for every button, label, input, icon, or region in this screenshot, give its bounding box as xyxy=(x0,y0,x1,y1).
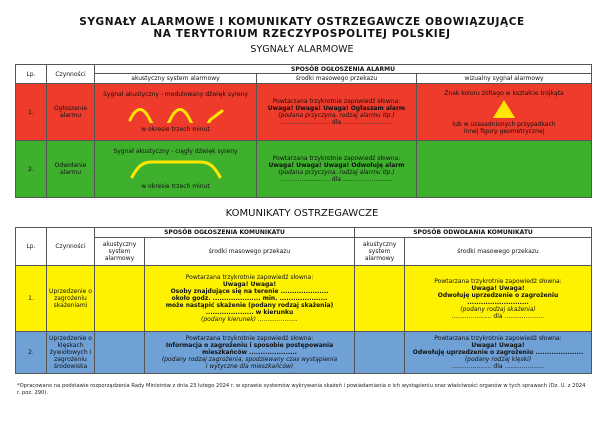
col-acoustic: akustyczny system alarmowy xyxy=(95,74,257,84)
col-lp: Lp. xyxy=(16,65,47,84)
announce-line1: Powtarzana trzykrotnie zapowiedź słowna: xyxy=(185,274,314,281)
cancel-media-cell xyxy=(405,266,592,332)
cancel-line5: ..................... dla ..................... xyxy=(451,312,545,320)
acoustic-cell xyxy=(95,332,145,374)
announce-line5: może nastąpić skażenie (podany rodzaj skażenia) xyxy=(165,302,334,309)
media-line1: Powtarzana trzykrotnie zapowiedź słowna: xyxy=(272,155,401,162)
media-line1: Powtarzana trzykrotnie zapowiedź słowna: xyxy=(272,98,401,105)
page-title-line2: NA TERYTORIUM RZECZYPOSPOLITEJ POLSKIEJ xyxy=(153,28,451,40)
row-lp: 1. xyxy=(16,266,47,332)
col-announce: SPOSÓB OGŁOSZENIA KOMUNIKATU xyxy=(95,228,355,238)
announce-line4: około godz. ..................... min. ..................... xyxy=(171,295,328,302)
alarm-row-cancel xyxy=(16,141,592,198)
announce-line5: i wytyczne dla mieszkańców) xyxy=(205,363,294,370)
announce-media-cell xyxy=(145,332,355,374)
acoustic-desc: Sygnał akustyczny - ciągły dźwięk syreny xyxy=(113,148,238,155)
media-line4: .......................... dla .......................... xyxy=(280,119,393,126)
visual-line3: innej figury geometrycznej xyxy=(463,127,545,135)
alarm-row-announce xyxy=(16,84,592,141)
col-method: SPOSÓB OGŁOSZENIA ALARMU xyxy=(95,65,592,74)
visual-line1: Znak koloru żółtego w kształcie trójkąta xyxy=(444,89,564,97)
announce-line3: Osoby znajdujące się na terenie ..................... xyxy=(170,288,329,295)
col-media: środki masowego przekazu xyxy=(145,238,355,266)
acoustic-cell xyxy=(95,141,257,198)
announce-line1: Powtarzana trzykrotnie zapowiedź słowna: xyxy=(185,335,314,342)
acoustic-cancel-cell xyxy=(355,332,405,374)
cancel-line3: Odwołuję uprzedzenie o zagrożeniu ..................... xyxy=(412,349,584,356)
warning-row-contamination xyxy=(16,266,592,332)
row-lp: 1. xyxy=(16,84,47,141)
col-lp: Lp. xyxy=(16,228,47,266)
announce-line2: Uwaga! Uwaga! xyxy=(222,281,277,288)
cancel-media-cell xyxy=(405,332,592,374)
announce-line7: (podany kierunek) ..................... xyxy=(201,316,298,323)
warnings-section-title: KOMUNIKATY OSTRZEGAWCZE xyxy=(225,208,379,219)
announce-line3: mieszkańców ..................... xyxy=(202,349,297,356)
acoustic-cell xyxy=(95,84,257,141)
acoustic-desc: Sygnał akustyczny - modulowany dźwięk syreny xyxy=(103,91,248,98)
cancel-line2: Uwaga! Uwaga! xyxy=(471,342,525,349)
row-lp: 2. xyxy=(16,141,47,198)
cancel-line2: Uwaga! Uwaga! xyxy=(471,284,525,292)
cancel-line4: (podany rodzaj skażenia) xyxy=(460,305,536,313)
col-acoustic-cancel: akustyczny system alarmowy xyxy=(355,238,405,266)
col-activity: Czynności xyxy=(47,65,95,84)
col-visual: wizualny sygnał alarmowy xyxy=(417,74,592,84)
visual-line2: lub w uzasadnionych przypadkach xyxy=(452,120,556,128)
visual-cell xyxy=(417,141,592,198)
col-activity: Czynności xyxy=(47,228,95,266)
announce-media-cell xyxy=(145,266,355,332)
media-line2: Uwaga! Uwaga! Uwaga! Ogłaszam alarm xyxy=(267,105,406,112)
col-cancel: SPOSÓB ODWOŁANIA KOMUNIKATU xyxy=(355,228,592,238)
acoustic-duration: w okresie trzech minut xyxy=(141,126,210,133)
col-acoustic: akustyczny system alarmowy xyxy=(95,238,145,266)
row-activity: Odwołanie alarmu xyxy=(47,141,95,198)
row-activity: Uprzedzenie o klęskach żywiołowych i zagrożeniu środowiska xyxy=(47,332,95,374)
footnote: *Opracowano na podstawie rozporządzenia Rady Ministrów z dnia 23 lutego 2024 r. w sprawie systemów wykrywania skażeń i powiadamiania o ich wystąpieniu oraz właściwości organów w tych sprawach (Dz. U. z 2024 r. poz. 290). xyxy=(17,383,586,396)
cancel-line1: Powtarzana trzykrotnie zapowiedź słowna: xyxy=(434,335,562,342)
cancel-line5: ..................... dla ..................... xyxy=(451,363,545,370)
acoustic-cancel-cell xyxy=(355,266,405,332)
media-line4: .......................... dla .......................... xyxy=(280,176,393,183)
acoustic-cell xyxy=(95,266,145,332)
media-line3: (podana przyczyna, rodzaj alarmu itp.) xyxy=(278,112,395,119)
alarms-section-title: SYGNAŁY ALARMOWE xyxy=(250,44,354,55)
media-cell xyxy=(257,84,417,141)
row-activity: Uprzedzenie o zagrożeniu skażeniami xyxy=(47,266,95,332)
alarms-table xyxy=(15,64,592,198)
modulated-wave-icon xyxy=(128,101,224,123)
row-activity: Ogłoszenie alarmu xyxy=(47,84,95,141)
cancel-line3: Odwołuję uprzedzenie o zagrożeniu ........................... xyxy=(437,291,559,306)
acoustic-duration: w okresie trzech minut xyxy=(141,183,210,190)
page-title-line1: SYGNAŁY ALARMOWE I KOMUNIKATY OSTRZEGAWCZE OBOWIĄZUJĄCE xyxy=(79,16,525,28)
warning-row-disaster xyxy=(16,332,592,374)
warnings-table xyxy=(15,227,592,374)
media-line2: Uwaga! Uwaga! Uwaga! Odwołuję alarm xyxy=(268,162,405,169)
yellow-triangle-icon xyxy=(493,100,515,118)
media-cell xyxy=(257,141,417,198)
announce-line2: Informacja o zagrożeniu i sposobie postępowania xyxy=(165,342,334,349)
media-line3: (podana przyczyna, rodzaj alarmu itp.) xyxy=(278,169,395,176)
cancel-line1: Powtarzana trzykrotnie zapowiedź słowna: xyxy=(434,277,562,285)
cancel-line4: (podany rodzaj klęski) xyxy=(464,356,532,363)
row-lp: 2. xyxy=(16,332,47,374)
announce-line6: ..................... w kierunku xyxy=(205,309,294,316)
announce-line4: (podany rodzaj zagrożenia, spodziewany czas wystąpienia xyxy=(161,356,338,363)
visual-cell xyxy=(417,84,592,141)
col-media-cancel: środki masowego przekazu xyxy=(405,238,592,266)
col-media: środki masowego przekazu xyxy=(257,74,417,84)
continuous-signal-icon xyxy=(128,158,224,180)
